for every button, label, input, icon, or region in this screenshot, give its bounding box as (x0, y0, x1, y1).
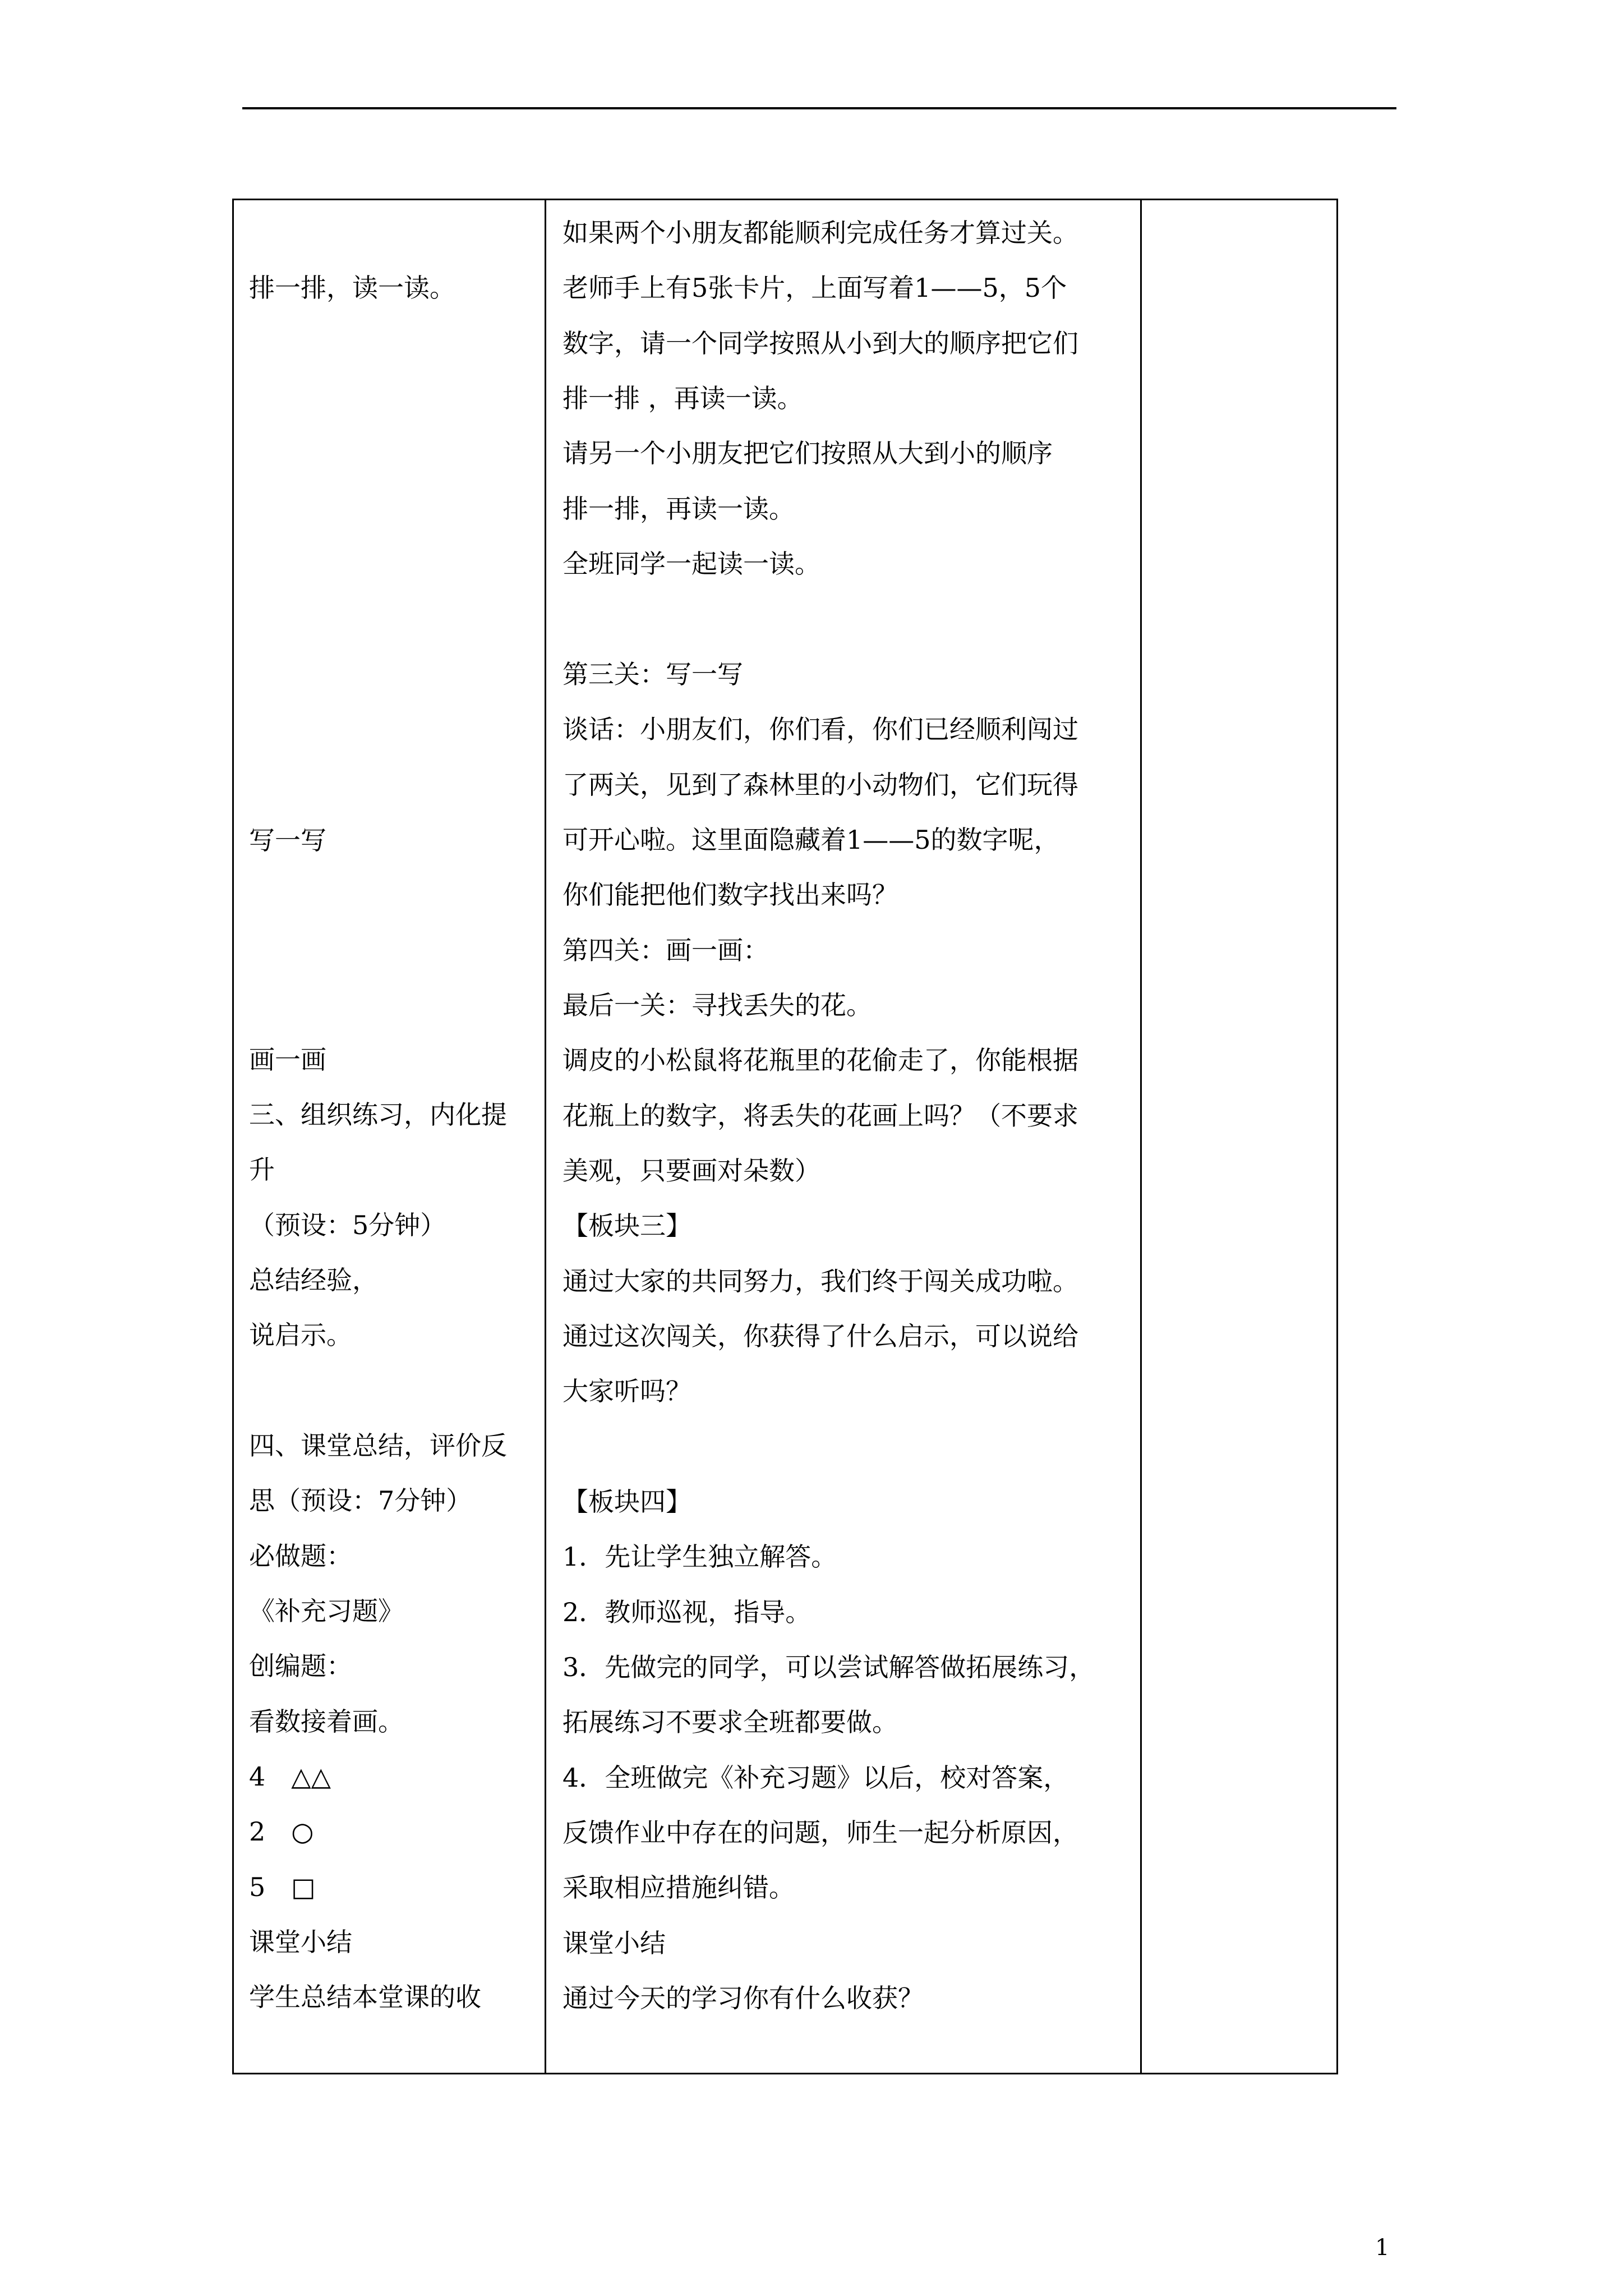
activity-line: 思（预设：7分钟） (249, 1485, 472, 1516)
process-line: 老师手上有5张卡片，上面写着1——5，5个 (562, 273, 1067, 303)
process-line: 可开心啦。这里面隐藏着1——5的数字呢， (562, 825, 1060, 855)
page-number: 1 (1375, 2235, 1390, 2261)
process-line: 3．先做完的同学，可以尝试解答做拓展练习， (562, 1652, 1095, 1682)
process-line: 排一排 ，再读一读。 (562, 383, 803, 413)
process-line: 全班同学一起读一读。 (562, 549, 820, 579)
activity-line: 课堂小结 (249, 1927, 352, 1957)
process-line: 排一排，再读一读。 (562, 494, 795, 524)
activity-line: 4 △△ (249, 1761, 331, 1792)
process-line: 反馈作业中存在的问题，师生一起分析原因， (562, 1818, 1078, 1848)
process-line: 你们能把他们数字找出来吗？ (562, 880, 898, 910)
process-line: 【板块三】 (562, 1211, 691, 1241)
activity-line: 必做题： (249, 1541, 352, 1571)
process-line: 第四关：画一画： (562, 935, 769, 965)
process-line: 通过大家的共同努力，我们终于闯关成功啦。 (562, 1266, 1078, 1296)
process-line: 第三关：写一写 (562, 659, 743, 689)
activity-line: 学生总结本堂课的收 (249, 1982, 481, 2012)
process-line: 课堂小结 (562, 1928, 666, 1958)
activity-line: （预设：5分钟） (249, 1210, 446, 1240)
header-rule (242, 107, 1396, 109)
activity-line: 三、组织练习，内化提 (249, 1099, 507, 1130)
process-line: 1．先让学生独立解答。 (562, 1542, 837, 1572)
activity-line: 《补充习题》 (249, 1596, 404, 1626)
process-line: 通过这次闯关，你获得了什么启示，可以说给 (562, 1321, 1078, 1351)
column-divider-right (1140, 200, 1142, 2073)
activity-line: 总结经验， (249, 1265, 378, 1295)
process-line: 了两关，见到了森林里的小动物们，它们玩得 (562, 770, 1078, 800)
process-line: 花瓶上的数字，将丢失的花画上吗？（不要求 (562, 1101, 1078, 1131)
process-line: 请另一个小朋友把它们按照从大到小的顺序 (562, 438, 1053, 468)
process-line: 调皮的小松鼠将花瓶里的花偷走了，你能根据 (562, 1045, 1078, 1075)
activity-line: 写一写 (249, 825, 326, 855)
process-line: 采取相应措施纠错。 (562, 1872, 795, 1903)
activity-line: 排一排，读一读。 (249, 273, 455, 303)
process-line: 【板块四】 (562, 1487, 691, 1517)
activity-line: 说启示。 (249, 1320, 352, 1350)
process-line: 数字，请一个同学按照从小到大的顺序把它们 (562, 328, 1078, 358)
column-divider-left (545, 200, 546, 2073)
teaching-process-column (562, 200, 1135, 2073)
process-line: 谈话：小朋友们，你们看，你们已经顺利闯过 (562, 714, 1078, 744)
process-line: 4．全班做完《补充习题》以后，校对答案， (562, 1763, 1069, 1793)
process-line: 最后一关：寻找丢失的花。 (562, 990, 872, 1020)
activity-line: 看数接着画。 (249, 1706, 404, 1737)
activity-line: 创编题： (249, 1651, 352, 1681)
activity-line: 画一画 (249, 1045, 326, 1075)
process-line: 美观，只要画对朵数） (562, 1156, 820, 1186)
activity-line: 5 □ (249, 1872, 316, 1902)
process-line: 2．教师巡视，指导。 (562, 1597, 811, 1627)
activity-line: 四、课堂总结，评价反 (249, 1430, 507, 1461)
process-line: 大家听吗？ (562, 1376, 691, 1406)
process-line: 通过今天的学习你有什么收获？ (562, 1983, 924, 2013)
process-line: 如果两个小朋友都能顺利完成任务才算过关。 (562, 218, 1078, 248)
lesson-plan-table (232, 199, 1338, 2074)
activity-column (249, 200, 541, 2073)
process-line: 拓展练习不要求全班都要做。 (562, 1707, 898, 1737)
activity-line: 升 (249, 1154, 275, 1185)
activity-line: 2 ○ (249, 1816, 314, 1847)
